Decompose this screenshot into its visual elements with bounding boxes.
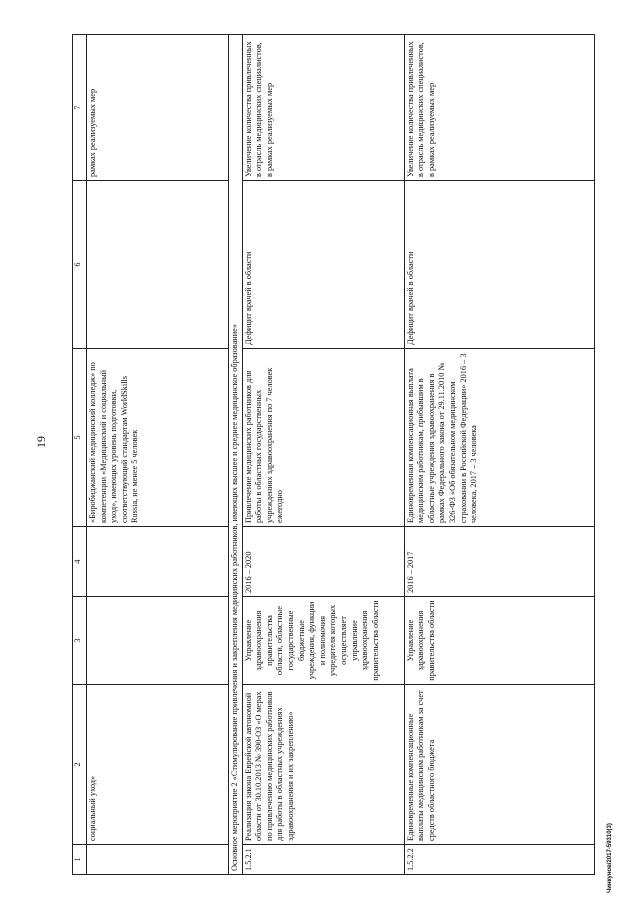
row0-outcome: рамках реализуемых мер (87, 35, 229, 181)
document-stamp: Чинкунов/2017-59310(3) (607, 823, 613, 893)
header-cell-6: 6 (73, 181, 87, 349)
row1-number: 1.5.2.1 (242, 845, 404, 875)
row0-number (87, 845, 229, 875)
row0-problem (87, 181, 229, 349)
header-cell-4: 4 (73, 527, 87, 597)
table-row (87, 35, 229, 875)
table-row (404, 35, 594, 875)
row0-result: «Биробиджанский медицинский колледж» по компетенции «Медицинский и социальный уход», имеющих уровень подготовки, соответствующий стандартам WorldSkills Russia, не менее 5 человек (87, 349, 229, 527)
row2-result: Единовременная компенсационная выплата медицинским работникам, прибывшим в областные учреждения здравоохранения в рамках Федерального закона от 29.11.2010 № 326-ФЗ «Об обязательном медицинском страховании в Российской Федерации» 2016 – 3 человека, 2017 – 3 человека (404, 349, 594, 527)
row2-problem: Дефицит врачей в области (404, 181, 594, 349)
header-row (73, 35, 87, 875)
row2-number: 1.5.2.2 (404, 845, 594, 875)
header-cell-3: 3 (73, 597, 87, 685)
row2-measure: Единовременные компенсационные выплаты медицинским работникам за счет средств областного бюджета (404, 685, 594, 845)
section-row (229, 35, 243, 875)
row1-outcome: Увеличение количества привлеченных в отрасль медицинских специалистов, в рамках реализуемых мер (242, 35, 404, 181)
row0-measure: социальный уход» (87, 685, 229, 845)
row2-period: 2016 – 2017 (404, 527, 594, 597)
row1-period: 2016 – 2020 (242, 527, 404, 597)
measures-table (72, 34, 595, 875)
row1-measure: Реализация закона Еврейской автономной области от 30.10.2013 № 390-ОЗ «О мерах по привлечению медицинских работников для работы в областных учреждениях здравоохранения и их закреплению» (242, 685, 404, 845)
header-cell-7: 7 (73, 35, 87, 181)
section-title: Основное мероприятие 2 «Стимулирование привлечения и закрепления медицинских работников, имеющих высшее и среднее медицинское образование» (229, 35, 243, 875)
table-row (242, 35, 404, 875)
header-cell-5: 5 (73, 349, 87, 527)
row0-period (87, 527, 229, 597)
header-cell-1: 1 (73, 845, 87, 875)
row2-executor: Управление здравоохранения правительства области (404, 597, 594, 685)
header-cell-2: 2 (73, 685, 87, 845)
page-number: 19 (34, 436, 48, 448)
row1-executor: Управление здравоохранения правительства области, областные государственные бюджетные учреждения, функции и полномочия учредителя которых осуществляет управление здравоохранения правительства области (242, 597, 404, 685)
row1-result: Привлечение медицинских работников для работы в областных государственных учреждениях здравоохранения по 7 человек ежегодно (242, 349, 404, 527)
row0-executor (87, 597, 229, 685)
row2-outcome: Увеличение количества привлеченных в отрасль медицинских специалистов, в рамках реализуемых мер (404, 35, 594, 181)
rotated-table-container (72, 35, 595, 875)
row1-problem: Дефицит врачей в области (242, 181, 404, 349)
